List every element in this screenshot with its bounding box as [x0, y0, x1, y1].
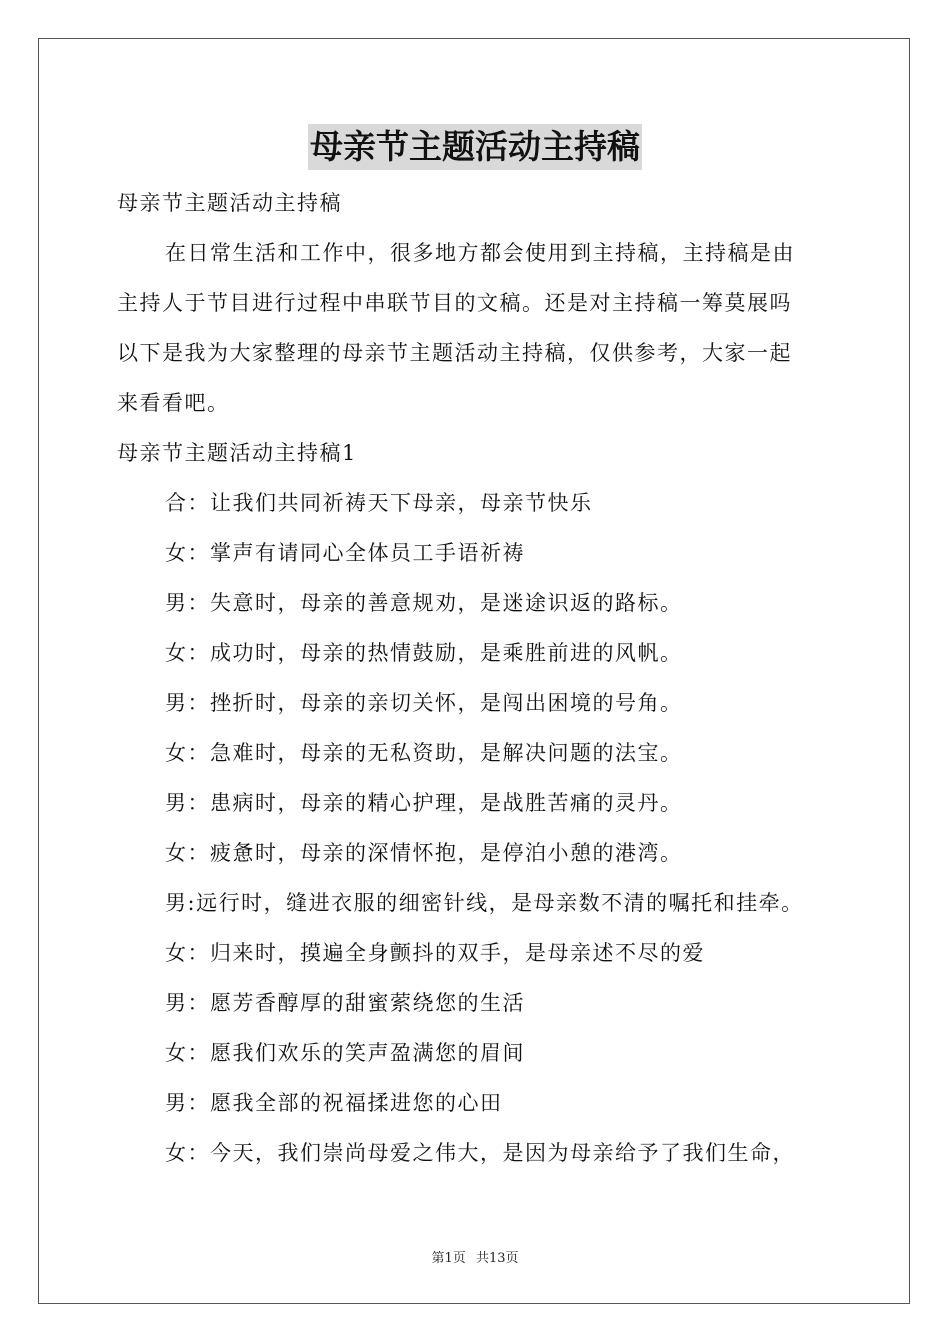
dialogue-line: 女：成功时，母亲的热情鼓励，是乘胜前进的风帆。	[165, 641, 683, 665]
dialogue-line: 男：失意时，母亲的善意规劝，是迷途识返的路标。	[165, 591, 683, 615]
document-title: 母亲节主题活动主持稿	[308, 124, 642, 170]
dialogue-line: 女：疲惫时，母亲的深情怀抱，是停泊小憩的港湾。	[165, 841, 683, 865]
body-line: 以下是我为大家整理的母亲节主题活动主持稿，仅供参考，大家一起	[117, 341, 792, 365]
title-container	[0, 124, 950, 170]
body-line: 在日常生活和工作中，很多地方都会使用到主持稿，主持稿是由	[165, 241, 795, 265]
dialogue-line: 男：患病时，母亲的精心护理，是战胜苦痛的灵丹。	[165, 791, 683, 815]
dialogue-line: 男：挫折时，母亲的亲切关怀，是闯出困境的号角。	[165, 691, 683, 715]
dialogue-line: 男:远行时，缝进衣服的细密针线，是母亲数不清的嘱托和挂牵。	[165, 891, 804, 915]
dialogue-line: 女：愿我们欢乐的笑声盈满您的眉间	[165, 1041, 525, 1065]
dialogue-line: 合：让我们共同祈祷天下母亲，母亲节快乐	[165, 491, 593, 515]
dialogue-line: 女：急难时，母亲的无私资助，是解决问题的法宝。	[165, 741, 683, 765]
section-heading: 母亲节主题活动主持稿1	[117, 441, 357, 465]
body-line: 主持人于节目进行过程中串联节目的文稿。还是对主持稿一筹莫展吗	[117, 291, 792, 315]
body-line: 母亲节主题活动主持稿	[117, 191, 342, 215]
document-body	[117, 178, 847, 1178]
dialogue-line: 男：愿我全部的祝福揉进您的心田	[165, 1091, 503, 1115]
page-footer	[0, 1247, 950, 1266]
page-number: 第1页	[431, 1251, 466, 1266]
dialogue-line: 女：掌声有请同心全体员工手语祈祷	[165, 541, 525, 565]
dialogue-line: 男：愿芳香醇厚的甜蜜萦绕您的生活	[165, 991, 525, 1015]
page-total: 共13页	[475, 1251, 519, 1266]
body-line: 来看看吧。	[117, 391, 230, 415]
dialogue-line: 女：归来时，摸遍全身颤抖的双手，是母亲述不尽的爱	[165, 941, 705, 965]
dialogue-line: 女：今天，我们崇尚母爱之伟大，是因为母亲给予了我们生命，	[165, 1141, 795, 1165]
